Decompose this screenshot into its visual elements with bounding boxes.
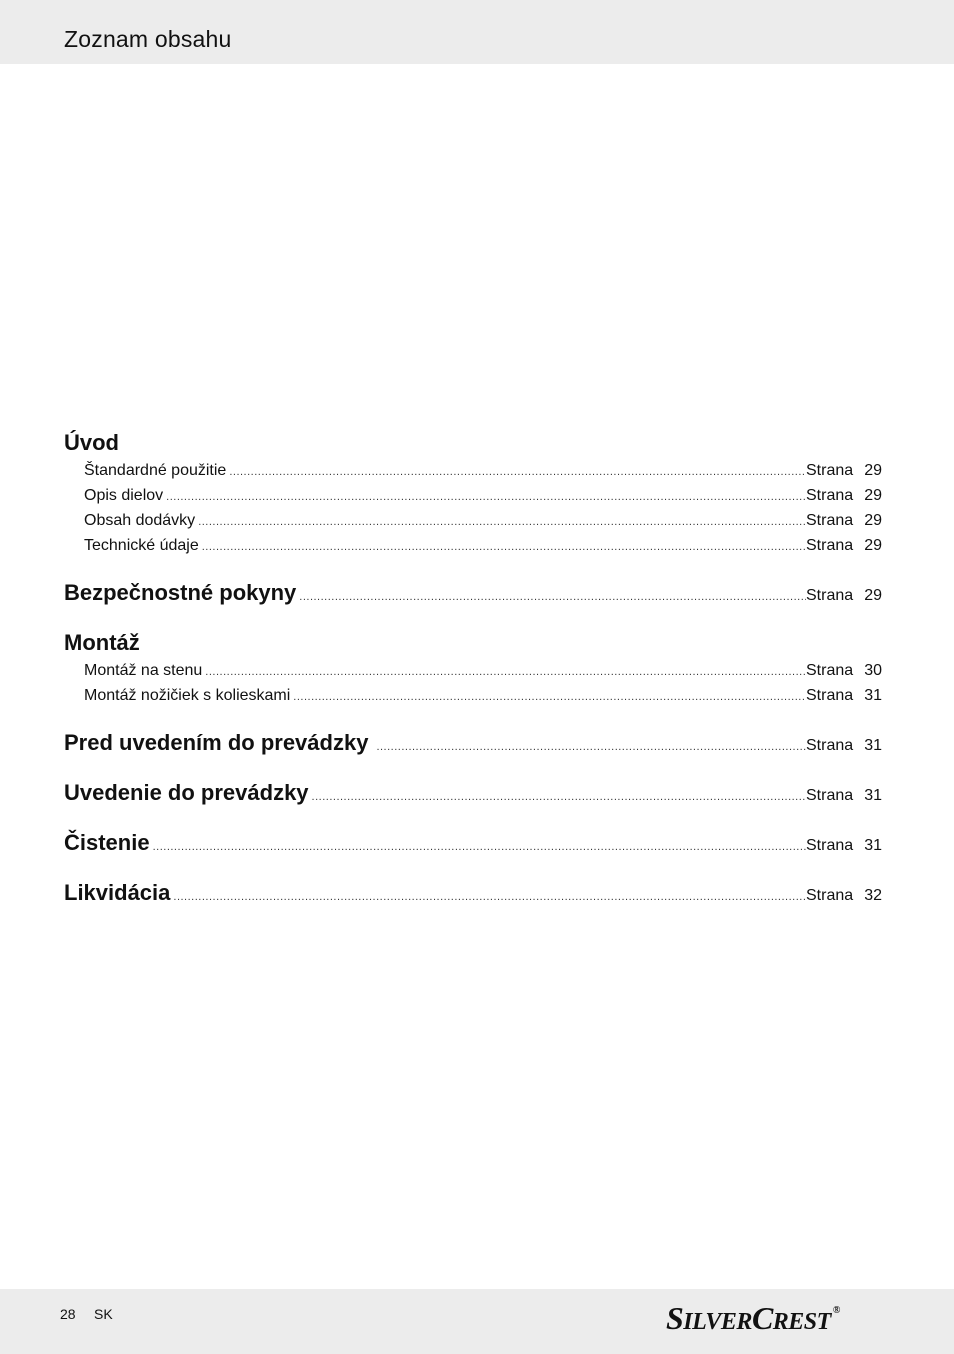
dot-leader — [296, 582, 806, 608]
toc-strana-label: Strana — [806, 512, 854, 529]
toc-page-number: 29 — [864, 462, 882, 479]
toc-page-number: 31 — [864, 787, 882, 804]
toc-page-number: 31 — [864, 737, 882, 754]
toc-section-uvod[interactable]: Úvod — [64, 430, 119, 455]
dot-leader — [170, 882, 806, 908]
table-of-contents — [64, 428, 882, 908]
toc-page-number: 32 — [864, 887, 882, 904]
toc-page-number: 29 — [864, 487, 882, 504]
toc-entry-label: Opis dielov — [84, 487, 164, 504]
toc-entry-label: Obsah dodávky — [84, 512, 196, 529]
dot-leader — [290, 685, 806, 708]
toc-page-number: 29 — [864, 537, 882, 554]
toc-section-pred-uvedenim[interactable] — [64, 728, 882, 758]
toc-section-bezpecnostne-pokyny[interactable] — [64, 578, 882, 608]
toc-page-number: 31 — [864, 687, 882, 704]
toc-entry[interactable] — [64, 458, 882, 483]
dot-leader — [202, 660, 806, 683]
toc-strana-label: Strana — [806, 537, 854, 554]
toc-section-label: Likvidácia — [64, 880, 171, 905]
toc-entry[interactable] — [64, 683, 882, 708]
toc-strana-label: Strana — [806, 487, 854, 504]
toc-strana-label: Strana — [806, 737, 854, 754]
toc-strana-label: Strana — [806, 837, 854, 854]
toc-strana-label: Strana — [806, 662, 854, 679]
toc-page-number: 31 — [864, 837, 882, 854]
toc-entry-label: Štandardné použitie — [84, 462, 227, 479]
toc-entry-label: Montáž na stenu — [84, 662, 203, 679]
toc-entry[interactable] — [64, 533, 882, 558]
toc-strana-label: Strana — [806, 687, 854, 704]
dot-leader — [368, 732, 806, 758]
toc-section-montaz[interactable]: Montáž — [64, 630, 140, 655]
footer-page-number: 28 — [60, 1306, 76, 1322]
toc-strana-label: Strana — [806, 887, 854, 904]
silvercrest-logo: S ILVER C REST ® — [666, 1300, 840, 1336]
page-title: Zoznam obsahu — [64, 26, 232, 52]
toc-section-uvedenie[interactable] — [64, 778, 882, 808]
toc-strana-label: Strana — [806, 787, 854, 804]
toc-page-number: 29 — [864, 587, 882, 604]
toc-section-label: Pred uvedením do prevádzky — [64, 730, 369, 755]
dot-leader — [199, 535, 806, 558]
dot-leader — [150, 832, 806, 858]
footer-language: SK — [94, 1306, 113, 1322]
toc-section-label: Bezpečnostné pokyny — [64, 580, 297, 605]
toc-entry[interactable] — [64, 658, 882, 683]
toc-page-number: 29 — [864, 512, 882, 529]
dot-leader — [163, 485, 806, 508]
toc-entry-label: Technické údaje — [84, 537, 199, 554]
toc-page-number: 30 — [864, 662, 882, 679]
toc-entry-label: Montáž nožičiek s kolieskami — [84, 687, 291, 704]
toc-strana-label: Strana — [806, 462, 854, 479]
toc-entry[interactable] — [64, 508, 882, 533]
toc-strana-label: Strana — [806, 587, 854, 604]
dot-leader — [195, 510, 806, 533]
toc-section-label: Čistenie — [64, 830, 150, 855]
toc-section-likvidacia[interactable] — [64, 878, 882, 908]
toc-section-cistenie[interactable] — [64, 828, 882, 858]
dot-leader — [309, 782, 806, 808]
toc-section-label: Uvedenie do prevádzky — [64, 780, 309, 805]
toc-entry[interactable] — [64, 483, 882, 508]
dot-leader — [226, 460, 806, 483]
